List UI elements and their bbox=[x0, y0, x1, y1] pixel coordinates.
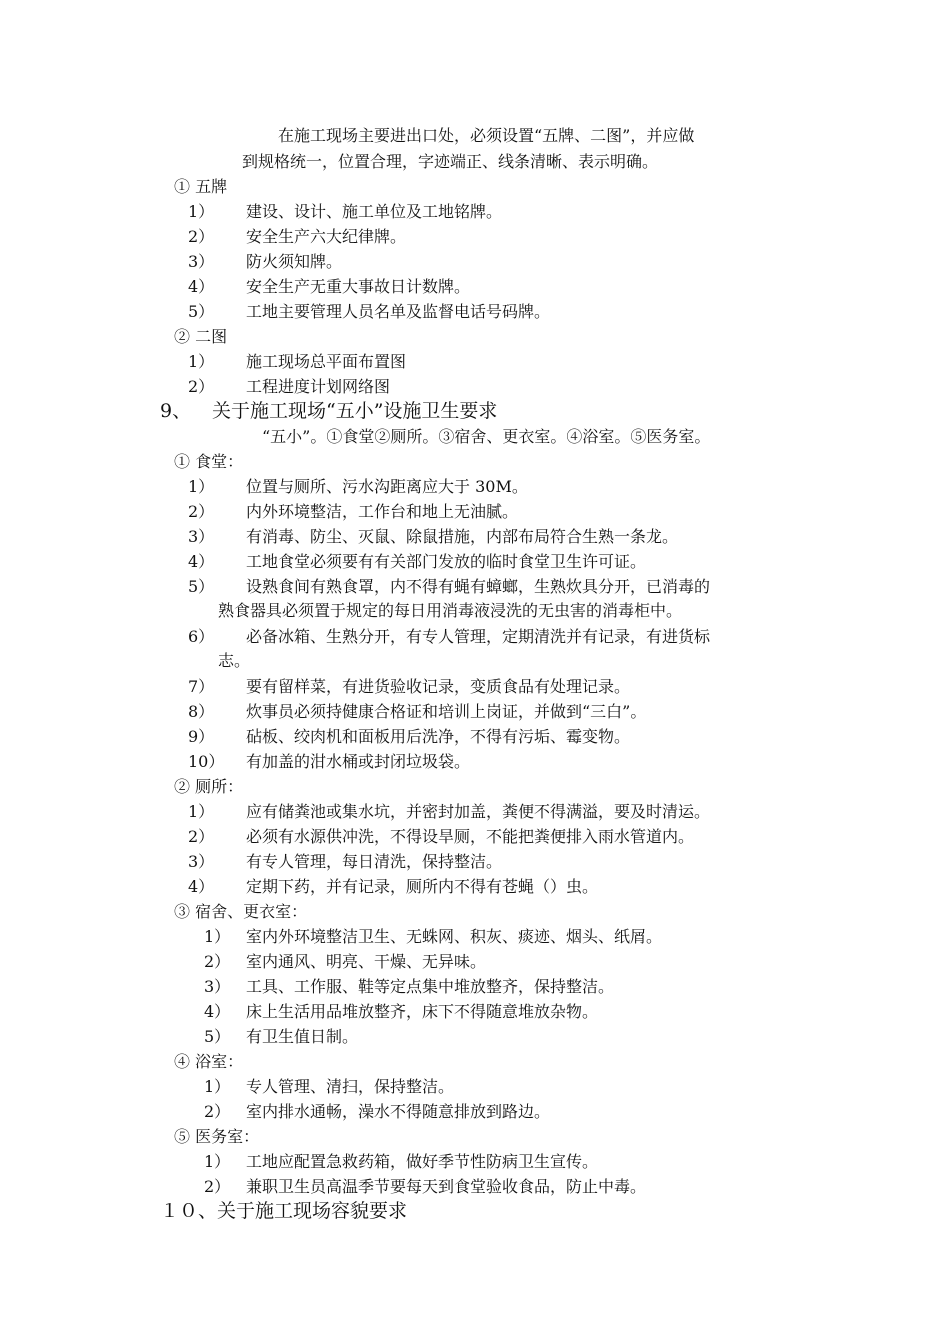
wupai-heading: ① 五牌 bbox=[174, 177, 228, 196]
list-item-continuation: 志。 bbox=[218, 651, 251, 670]
list-item: 专人管理、清扫，保持整洁。 bbox=[246, 1077, 455, 1096]
section-9-number: 9、 bbox=[160, 400, 192, 422]
ertu-heading: ② 二图 bbox=[174, 327, 228, 346]
list-item: 定期下药，并有记录，厕所内不得有苍蝇（）虫。 bbox=[246, 877, 599, 896]
list-item: 要有留样菜，有进货验收记录，变质食品有处理记录。 bbox=[246, 677, 631, 696]
list-item: 安全生产六大纪律牌。 bbox=[246, 227, 407, 246]
list-number: 5） bbox=[204, 1027, 231, 1046]
list-number: 6） bbox=[188, 627, 215, 646]
list-item: 设熟食间有熟食罩，内不得有蝇有蟑螂，生熟炊具分开，已消毒的 bbox=[246, 577, 711, 596]
section-9-title: 关于施工现场“五小”设施卫生要求 bbox=[212, 400, 498, 422]
list-number: 7） bbox=[188, 677, 215, 696]
list-number: 2） bbox=[188, 227, 215, 246]
list-item: 应有储粪池或集水坑，并密封加盖，粪便不得满溢，要及时清运。 bbox=[246, 802, 711, 821]
clinic-heading: ⑤ 医务室： bbox=[174, 1127, 260, 1146]
list-number: 2） bbox=[188, 502, 215, 521]
list-item: 工地主要管理人员名单及监督电话号码牌。 bbox=[246, 302, 551, 321]
list-number: 1） bbox=[188, 202, 215, 221]
toilet-heading: ② 厕所： bbox=[174, 777, 244, 796]
list-number: 3） bbox=[188, 252, 215, 271]
list-item: 工具、工作服、鞋等定点集中堆放整齐，保持整洁。 bbox=[246, 977, 615, 996]
list-item-continuation: 熟食器具必须置于规定的每日用消毒液浸洗的无虫害的消毒柜中。 bbox=[218, 601, 683, 620]
canteen-heading: ① 食堂： bbox=[174, 452, 244, 471]
list-number: 1） bbox=[188, 802, 215, 821]
list-number: 2） bbox=[188, 377, 215, 396]
list-number: 1） bbox=[188, 477, 215, 496]
list-number: 4） bbox=[188, 552, 215, 571]
list-item: 必须有水源供冲洗，不得设旱厕，不能把粪便排入雨水管道内。 bbox=[246, 827, 695, 846]
list-number: 3） bbox=[188, 852, 215, 871]
list-number: 3） bbox=[204, 977, 231, 996]
list-number: 4） bbox=[188, 277, 215, 296]
bath-heading: ④ 浴室： bbox=[174, 1052, 244, 1071]
list-number: 10） bbox=[188, 752, 225, 771]
list-number: 2） bbox=[204, 1102, 231, 1121]
list-item: 安全生产无重大事故日计数牌。 bbox=[246, 277, 471, 296]
list-item: 有加盖的泔水桶或封闭垃圾袋。 bbox=[246, 752, 471, 771]
list-item: 有专人管理，每日清洗，保持整洁。 bbox=[246, 852, 503, 871]
list-item: 室内通风、明亮、干燥、无异味。 bbox=[246, 952, 487, 971]
list-item: 施工现场总平面布置图 bbox=[246, 352, 407, 371]
list-item: 必备冰箱、生熟分开，有专人管理，定期清洗并有记录，有进货标 bbox=[246, 627, 711, 646]
list-number: 1） bbox=[204, 1077, 231, 1096]
section-10-title: １０、关于施工现场容貌要求 bbox=[160, 1200, 408, 1222]
list-item: 有消毒、防尘、灭鼠、除鼠措施，内部布局符合生熟一条龙。 bbox=[246, 527, 679, 546]
list-item: 防火须知牌。 bbox=[246, 252, 343, 271]
list-number: 2） bbox=[204, 1177, 231, 1196]
list-item: 室内排水通畅，澡水不得随意排放到路边。 bbox=[246, 1102, 551, 1121]
list-number: 1） bbox=[188, 352, 215, 371]
list-item: 工地食堂必须要有有关部门发放的临时食堂卫生许可证。 bbox=[246, 552, 647, 571]
list-number: 9） bbox=[188, 727, 215, 746]
list-number: 5） bbox=[188, 302, 215, 321]
list-number: 8） bbox=[188, 702, 215, 721]
list-item: 位置与厕所、污水沟距离应大于 30M。 bbox=[246, 477, 528, 496]
list-item: 内外环境整洁，工作台和地上无油腻。 bbox=[246, 502, 519, 521]
list-item: 炊事员必须持健康合格证和培训上岗证，并做到“三白”。 bbox=[246, 702, 647, 721]
dorm-heading: ③ 宿舍、更衣室： bbox=[174, 902, 308, 921]
list-number: 3） bbox=[188, 527, 215, 546]
list-number: 5） bbox=[188, 577, 215, 596]
list-item: 建设、设计、施工单位及工地铭牌。 bbox=[246, 202, 503, 221]
list-item: 兼职卫生员高温季节要每天到食堂验收食品，防止中毒。 bbox=[246, 1177, 647, 1196]
list-number: 1） bbox=[204, 927, 231, 946]
list-number: 4） bbox=[204, 1002, 231, 1021]
list-number: 1） bbox=[204, 1152, 231, 1171]
intro-line-1: 在施工现场主要进出口处，必须设置“五牌、二图”，并应做 bbox=[278, 126, 695, 145]
list-item: 工程进度计划网络图 bbox=[246, 377, 391, 396]
list-number: 2） bbox=[204, 952, 231, 971]
intro-line-2: 到规格统一，位置合理，字迹端正、线条清晰、表示明确。 bbox=[242, 152, 659, 171]
list-item: 工地应配置急救药箱，做好季节性防病卫生宣传。 bbox=[246, 1152, 599, 1171]
list-item: 床上生活用品堆放整齐，床下不得随意堆放杂物。 bbox=[246, 1002, 599, 1021]
section-9-intro: “五小”。①食堂②厕所。③宿舍、更衣室。④浴室。⑤医务室。 bbox=[262, 427, 711, 446]
list-number: 2） bbox=[188, 827, 215, 846]
list-item: 室内外环境整洁卫生、无蛛网、积灰、痰迹、烟头、纸屑。 bbox=[246, 927, 663, 946]
list-number: 4） bbox=[188, 877, 215, 896]
list-item: 有卫生值日制。 bbox=[246, 1027, 359, 1046]
list-item: 砧板、绞肉机和面板用后洗净，不得有污垢、霉变物。 bbox=[246, 727, 631, 746]
